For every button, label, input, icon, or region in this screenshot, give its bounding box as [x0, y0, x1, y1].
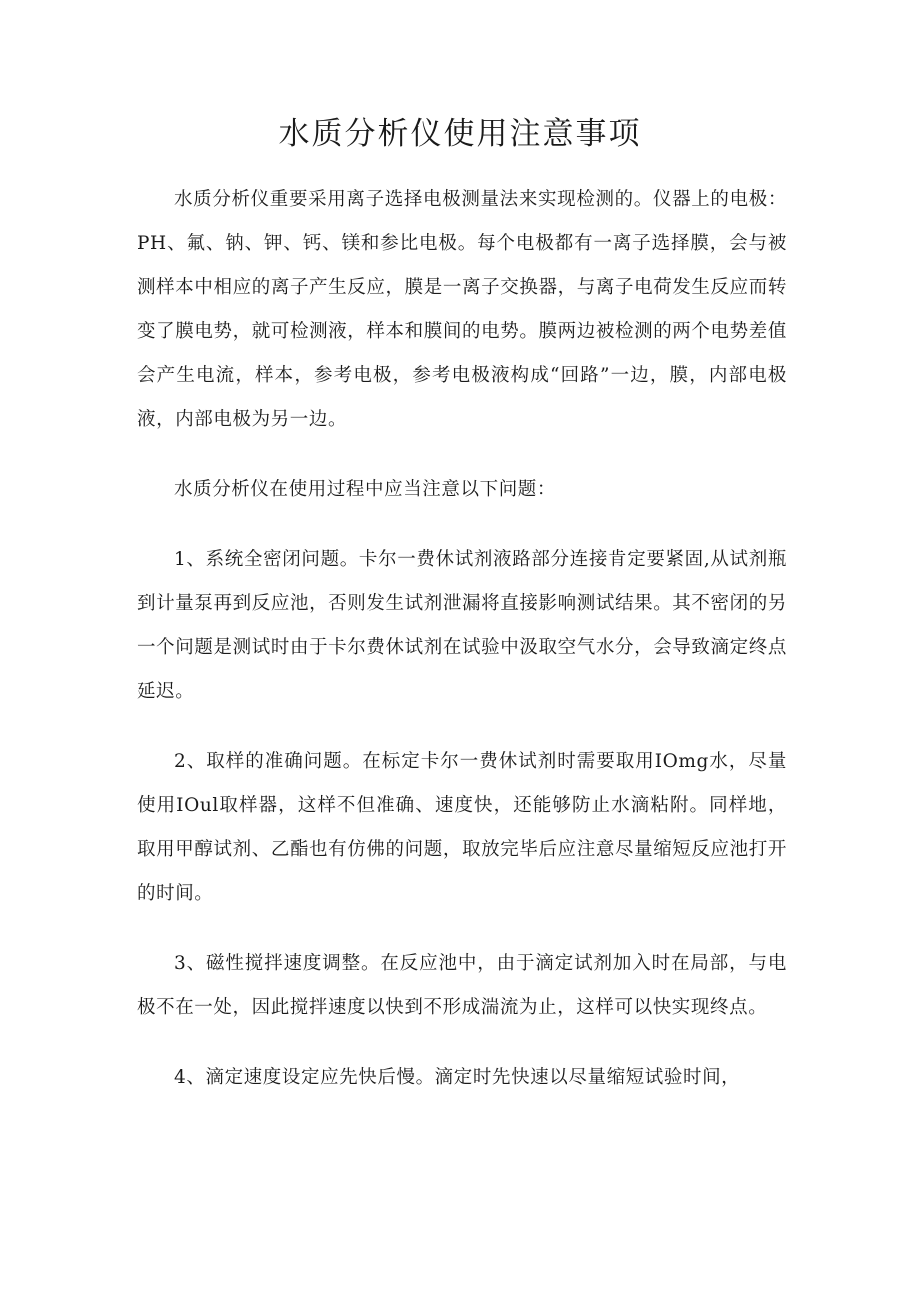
paragraph-item-3: 3、磁性搅拌速度调整。在反应池中，由于滴定试剂加入时在局部，与电极不在一处，因此搅拌速度以快到不形成湍流为止，这样可以快实现终点。 [137, 953, 787, 1018]
paragraph-notice-heading: 水质分析仪在使用过程中应当注意以下问题： [174, 479, 557, 500]
paragraph-item-4: 4、滴定速度设定应先快后慢。滴定时先快速以尽量缩短试验时间， [174, 1067, 741, 1088]
paragraph-item-2: 2、取样的准确问题。在标定卡尔一费休试剂时需要取用IOmg水，尽量使用IOul取样器，这样不但准确、速度快，还能够防止水滴粘附。同样地，取用甲醇试剂、乙酯也有仿佛的问题，取放完毕后应注意尽量缩短反应池打开的时间。 [137, 751, 787, 904]
document-body [137, 178, 787, 1126]
page-title: 水质分析仪使用注意事项 [278, 116, 642, 152]
paragraph-intro: 水质分析仪重要采用离子选择电极测量法来实现检测的。仪器上的电极：PH、氟、钠、钾、钙、镁和参比电极。每个电极都有一离子选择膜，会与被测样本中相应的离子产生反应，膜是一离子交换器，与离子电荷发生反应而转变了膜电势，就可检测液，样本和膜间的电势。膜两边被检测的两个电势差值会产生电流，样本，参考电极，参考电极液构成“回路”一边，膜，内部电极液，内部电极为另一边。 [137, 189, 787, 430]
paragraph-item-1: 1、系统全密闭问题。卡尔一费休试剂液路部分连接肯定要紧固,从试剂瓶到计量泵再到反应池，否则发生试剂泄漏将直接影响测试结果。其不密闭的另一个问题是测试时由于卡尔费休试剂在试验中汲取空气水分，会导致滴定终点延迟。 [137, 549, 787, 702]
